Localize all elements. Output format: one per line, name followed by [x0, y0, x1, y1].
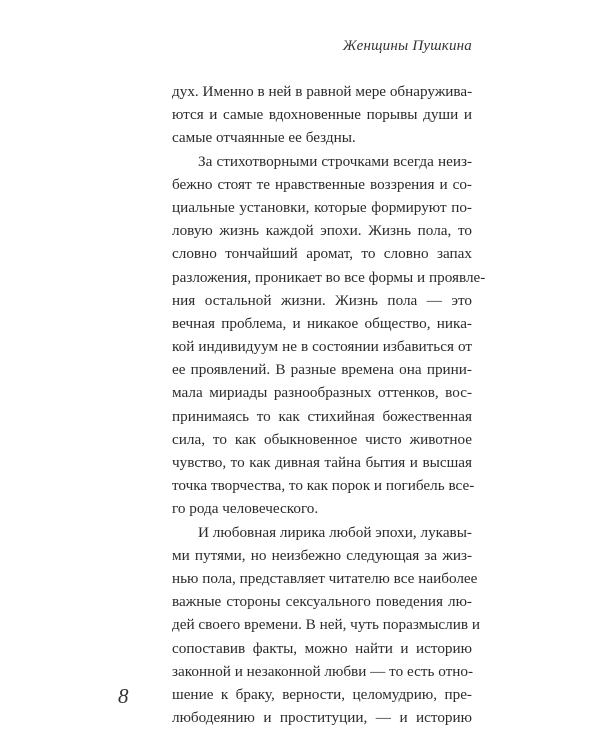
text-line: законной и незаконной любви — то есть отно-: [172, 662, 473, 680]
running-header: Женщины Пушкина: [342, 38, 472, 54]
text-line: ния остальной жизни. Жизнь пола — это: [172, 291, 472, 309]
text-line: шение к браку, верности, целомудрию, пре-: [172, 685, 472, 703]
text-line: принимаясь то как стихийная божественная: [172, 407, 472, 425]
text-line: разложения, проникает во все формы и проявле-: [172, 268, 486, 286]
text-line: мала мириады разнообразных оттенков, вос-: [172, 384, 472, 402]
text-line: важные стороны сексуального поведения лю-: [172, 593, 472, 611]
text-line: ловую жизнь каждой эпохи. Жизнь пола, то: [172, 222, 472, 240]
text-line: точка творчества, то как порок и погибель все-: [172, 477, 475, 495]
page-number: 8: [118, 684, 129, 708]
text-line: сила, то как обыкновенное чисто животное: [172, 430, 472, 448]
paragraph-first-line: И любовная лирика любой эпохи, лукавы-: [198, 523, 472, 541]
text-line: нью пола, представляет читателю все наиболее: [172, 569, 478, 587]
text-line: циальные установки, которые формируют по-: [172, 198, 472, 216]
paragraph-first-line: За стихотворными строчками всегда неиз-: [198, 152, 472, 170]
text-line: самые отчаянные ее бездны.: [172, 129, 356, 147]
text-line: ее проявлений. В разные времена она прини-: [172, 361, 472, 379]
text-line: бежно стоят те нравственные воззрения и со-: [172, 175, 472, 193]
text-line: словно тончайший аромат, то словно запах: [172, 245, 472, 263]
text-line: кой индивидуум не в состоянии избавиться от: [172, 338, 472, 356]
text-line: вечная проблема, и никакое общество, ника-: [172, 314, 472, 332]
text-line: го рода человеческого.: [172, 500, 319, 518]
text-line: любодеянию и проституции, — и историю: [172, 709, 472, 727]
text-line: ми путями, но неизбежно следующая за жиз-: [172, 546, 472, 564]
body-text: [172, 80, 486, 729]
text-line: сопоставив факты, можно найти и историю: [172, 639, 472, 657]
text-line: дух. Именно в ней в равной мере обнаружива-: [172, 83, 473, 100]
text-line: ются и самые вдохновенные порывы души и: [172, 106, 472, 124]
text-line: дей своего времени. В ней, чуть поразмыслив и: [172, 616, 480, 634]
text-line: чувство, то как дивная тайна бытия и высшая: [172, 454, 472, 471]
